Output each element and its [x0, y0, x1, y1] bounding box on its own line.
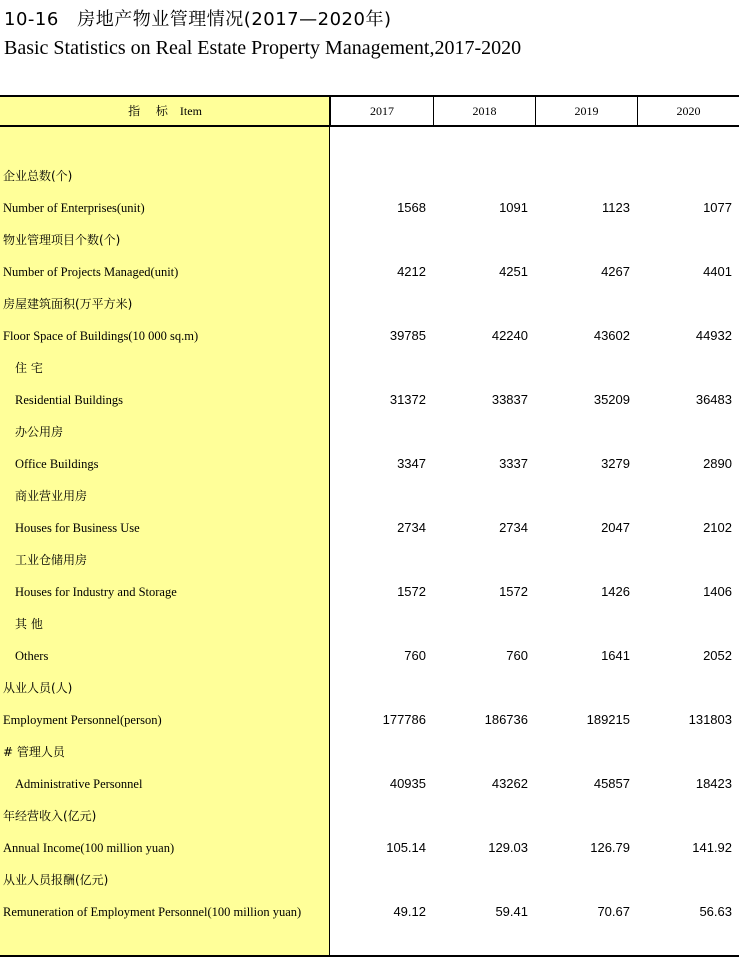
table-row: [0, 416, 739, 448]
cell-value-2020: 44932: [695, 328, 732, 343]
table-row: [0, 640, 739, 672]
table-row: [0, 384, 739, 416]
header-year-2020: 2020: [637, 97, 739, 125]
cell-value-2017: 40935: [389, 776, 426, 791]
cell-value-2018: 186736: [484, 712, 528, 727]
cell-value-2017: 105.14: [386, 840, 426, 855]
table-row: [0, 224, 739, 256]
cell-value-2020: 56.63: [699, 904, 732, 919]
cell-value-2018: 59.41: [495, 904, 528, 919]
table-row: [0, 864, 739, 896]
cell-value-2019: 43602: [593, 328, 630, 343]
statistics-table: [0, 95, 739, 957]
cell-value-2019: 126.79: [590, 840, 630, 855]
cell-value-2019: 1123: [602, 200, 630, 215]
cell-value-2017: 1568: [397, 200, 426, 215]
table-row: [0, 576, 739, 608]
table-row: [0, 320, 739, 352]
table-row: [0, 896, 739, 928]
cell-value-2017: 1572: [397, 584, 426, 599]
cell-value-2019: 45857: [593, 776, 630, 791]
row-label: 住 宅: [15, 361, 43, 375]
cell-value-2018: 33837: [491, 392, 528, 407]
table-row: [0, 608, 739, 640]
row-label: Annual Income(100 million yuan): [3, 841, 175, 855]
row-label: Remuneration of Employment Personnel(100 million yuan): [3, 905, 302, 919]
cell-value-2017: 2734: [397, 520, 426, 535]
table-row: [0, 352, 739, 384]
cell-value-2020: 1077: [703, 200, 732, 215]
table-row: [0, 672, 739, 704]
cell-value-2019: 1426: [601, 584, 630, 599]
row-label: Houses for Industry and Storage: [15, 585, 177, 599]
cell-value-2018: 43262: [491, 776, 528, 791]
header-item-zh: 指 标: [128, 104, 174, 118]
row-label: # 管理人员: [3, 745, 65, 759]
cell-value-2020: 36483: [695, 392, 732, 407]
row-label: 工业仓储用房: [15, 553, 88, 567]
row-label: Residential Buildings: [15, 393, 123, 407]
table-row: [0, 768, 739, 800]
row-label: 办公用房: [15, 425, 64, 439]
cell-value-2020: 1406: [703, 584, 732, 599]
header-year-2019: 2019: [535, 97, 637, 125]
cell-value-2019: 35209: [593, 392, 630, 407]
cell-value-2019: 189215: [586, 712, 630, 727]
table-row: [0, 800, 739, 832]
cell-value-2017: 39785: [389, 328, 426, 343]
cell-value-2018: 3337: [499, 456, 528, 471]
row-label: Number of Enterprises(unit): [3, 201, 145, 215]
table-row: [0, 192, 739, 224]
row-label: 物业管理项目个数(个): [3, 233, 121, 247]
table-row: [0, 832, 739, 864]
cell-value-2018: 760: [506, 648, 528, 663]
cell-value-2020: 141.92: [692, 840, 732, 855]
cell-value-2019: 2047: [601, 520, 630, 535]
cell-value-2020: 18423: [695, 776, 732, 791]
row-label: Others: [15, 649, 49, 663]
table-row: [0, 544, 739, 576]
row-label: 年经营收入(亿元): [3, 809, 97, 823]
cell-value-2018: 4251: [499, 264, 528, 279]
cell-value-2017: 31372: [389, 392, 426, 407]
table-row: [0, 256, 739, 288]
row-label: Number of Projects Managed(unit): [3, 265, 179, 279]
row-label: 房屋建筑面积(万平方米): [3, 297, 133, 311]
row-label: Office Buildings: [15, 457, 99, 471]
table-header: [0, 97, 739, 127]
row-label: 企业总数(个): [3, 169, 73, 183]
row-label: 从业人员报酬(亿元): [3, 873, 109, 887]
cell-value-2018: 42240: [491, 328, 528, 343]
row-label: 商业营业用房: [15, 489, 88, 503]
cell-value-2020: 131803: [688, 712, 732, 727]
row-label: Administrative Personnel: [15, 777, 143, 791]
page-title-zh: 10-16 房地产物业管理情况(2017—2020年): [4, 9, 392, 30]
cell-value-2018: 1572: [499, 584, 528, 599]
header-year-2018: 2018: [433, 97, 535, 125]
table-row: [0, 448, 739, 480]
cell-value-2017: 177786: [382, 712, 426, 727]
cell-value-2020: 4401: [703, 264, 732, 279]
table-row: [0, 480, 739, 512]
header-year-2017: 2017: [330, 97, 433, 125]
cell-value-2019: 1641: [601, 648, 630, 663]
table-row: [0, 704, 739, 736]
cell-value-2019: 70.67: [597, 904, 630, 919]
cell-value-2017: 49.12: [393, 904, 426, 919]
cell-value-2020: 2052: [703, 648, 732, 663]
cell-value-2018: 129.03: [488, 840, 528, 855]
cell-value-2017: 4212: [397, 264, 426, 279]
cell-value-2019: 3279: [601, 456, 630, 471]
table-row: [0, 160, 739, 192]
row-label: Employment Personnel(person): [3, 713, 162, 727]
cell-value-2017: 3347: [397, 456, 426, 471]
table-row: [0, 512, 739, 544]
row-label: 从业人员(人): [3, 681, 73, 695]
page-title-en: Basic Statistics on Real Estate Property Management,2017-2020: [4, 37, 522, 59]
row-label: Floor Space of Buildings(10 000 sq.m): [3, 329, 199, 343]
header-item: [0, 97, 330, 125]
cell-value-2017: 760: [404, 648, 426, 663]
cell-value-2020: 2102: [703, 520, 732, 535]
cell-value-2018: 1091: [499, 200, 528, 215]
table-row: [0, 736, 739, 768]
header-item-en: Item: [179, 104, 202, 118]
row-label: Houses for Business Use: [15, 521, 140, 535]
table-row: [0, 288, 739, 320]
cell-value-2019: 4267: [601, 264, 630, 279]
cell-value-2020: 2890: [703, 456, 732, 471]
cell-value-2018: 2734: [499, 520, 528, 535]
row-label: 其 他: [15, 617, 43, 631]
